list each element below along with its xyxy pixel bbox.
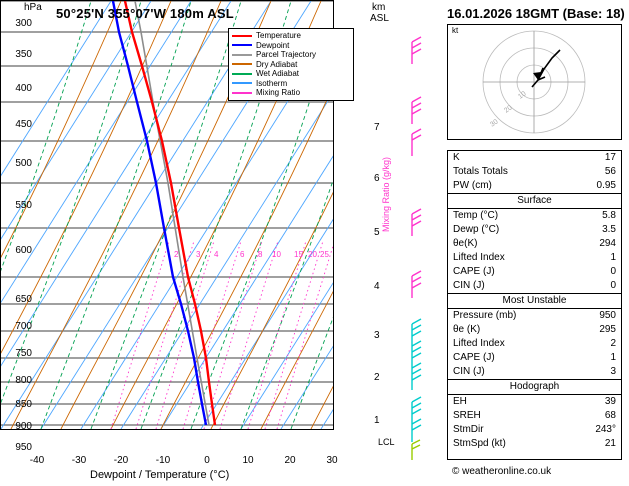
unstable-value-cape: 1 [610, 352, 616, 363]
surface-key-lifted-index: Lifted Index [453, 252, 505, 263]
legend-label-temperature: Temperature [256, 31, 301, 41]
unstable-row-pressure [448, 309, 621, 323]
surface-row-cin [448, 279, 621, 293]
wind-barbs-upper [412, 37, 421, 298]
surface-row-dewp [448, 223, 621, 237]
height-unit-label: km [372, 2, 386, 13]
index-value-pw: 0.95 [596, 180, 616, 191]
legend-label-isotherm: Isotherm [256, 78, 288, 88]
legend-item-temperature [232, 31, 350, 41]
legend-item-parcel-trajectory [232, 50, 350, 60]
page-title: 50°25'N 355°07'W 180m ASL [56, 6, 234, 21]
pressure-tick-300: 300 [15, 18, 32, 29]
legend-swatch-isotherm [232, 82, 252, 84]
section-title-surface: Surface [448, 193, 621, 209]
x-axis-title: Dewpoint / Temperature (°C) [90, 469, 230, 481]
km-tick-6: 6 [374, 173, 380, 184]
height-asl-label: ASL [370, 13, 389, 24]
legend-swatch-wet-adiabat [232, 73, 252, 75]
mixing-ratio-tick-3: 3 [196, 250, 201, 259]
surface-row-temp [448, 209, 621, 223]
hodograph-value-stmdir: 243° [595, 424, 616, 435]
pressure-tick-700: 700 [15, 321, 32, 332]
legend-label-dewpoint: Dewpoint [256, 40, 290, 50]
wind-barb-column [398, 24, 438, 464]
pressure-tick-600: 600 [15, 245, 32, 256]
unstable-key-lifted-index: Lifted Index [453, 338, 505, 349]
hodograph-key-sreh: SREH [453, 410, 481, 421]
surface-value-cape: 0 [610, 266, 616, 277]
surface-key-dewp: Dewp (°C) [453, 224, 500, 235]
surface-row-lifted-index [448, 251, 621, 265]
surface-key-theta-e: θe(K) [453, 238, 478, 249]
temp-tick-20: 20 [284, 455, 296, 466]
unstable-row-cape [448, 351, 621, 365]
hodograph-value-stmspd: 21 [604, 438, 616, 449]
mixing-ratio-tick-15: 15 [294, 250, 303, 259]
surface-row-theta-e [448, 237, 621, 251]
index-key-totals-totals: Totals Totals [453, 166, 508, 177]
wind-barb-surface [412, 440, 420, 460]
surface-value-temp: 5.8 [602, 210, 616, 221]
temp-tick-minus30: -30 [71, 455, 87, 466]
copyright-notice: © weatheronline.co.uk [452, 466, 552, 477]
mixing-ratio-tick-8: 8 [258, 250, 263, 259]
mixing-ratio-tick-20: 20 [308, 250, 317, 259]
wind-barbs-lower [412, 319, 421, 442]
temp-tick-30: 30 [326, 455, 338, 466]
unstable-value-cin: 3 [610, 366, 616, 377]
unstable-key-cape: CAPE (J) [453, 352, 495, 363]
run-datetime-title: 16.01.2026 18GMT (Base: 18) [447, 6, 625, 21]
hodograph-ring-label-20: 20 [503, 104, 514, 115]
hodograph-value-eh: 39 [604, 396, 616, 407]
legend-item-wet-adiabat [232, 69, 350, 79]
index-row-k [448, 151, 621, 165]
hodograph[interactable] [447, 24, 622, 140]
km-tick-7: 7 [374, 122, 380, 133]
legend-swatch-temperature [232, 35, 252, 37]
hodograph-row-stmdir [448, 423, 621, 437]
sounding-indices-panel [447, 150, 622, 460]
hodograph-axes [483, 31, 585, 133]
pressure-tick-500: 500 [15, 158, 32, 169]
temp-tick-minus20: -20 [113, 455, 129, 466]
pressure-tick-750: 750 [15, 348, 32, 359]
index-key-k: K [453, 152, 460, 163]
unstable-value-lifted-index: 2 [610, 338, 616, 349]
legend-label-dry-adiabat: Dry Adiabat [256, 59, 298, 69]
unstable-row-cin [448, 365, 621, 379]
section-title-most-unstable: Most Unstable [448, 293, 621, 309]
km-tick-4: 4 [374, 281, 380, 292]
unstable-key-cin: CIN (J) [453, 366, 485, 377]
index-value-k: 17 [604, 152, 616, 163]
pressure-tick-950: 950 [15, 442, 32, 453]
index-key-pw: PW (cm) [453, 180, 492, 191]
mixing-ratio-tick-4: 4 [214, 250, 219, 259]
unstable-key-pressure: Pressure (mb) [453, 310, 517, 321]
unstable-key-theta-e: θe (K) [453, 324, 481, 335]
index-row-totals-totals [448, 165, 621, 179]
legend-item-isotherm [232, 79, 350, 89]
lcl-label: LCL [378, 437, 395, 447]
hodograph-ring-label-10: 10 [517, 90, 528, 101]
temp-tick-0: 0 [204, 455, 210, 466]
surface-value-cin: 0 [610, 280, 616, 291]
legend-item-dry-adiabat [232, 60, 350, 70]
surface-value-theta-e: 294 [599, 238, 616, 249]
pressure-tick-550: 550 [15, 200, 32, 211]
legend-item-dewpoint [232, 41, 350, 51]
mixing-ratio-tick-2: 2 [174, 250, 179, 259]
surface-value-dewp: 3.5 [602, 224, 616, 235]
hodograph-key-stmdir: StmDir [453, 424, 484, 435]
surface-value-lifted-index: 1 [610, 252, 616, 263]
hodograph-value-sreh: 68 [604, 410, 616, 421]
index-row-pw [448, 179, 621, 193]
hodograph-row-stmspd [448, 437, 621, 451]
mixing-ratio-tick-10: 10 [272, 250, 281, 259]
hodograph-row-eh [448, 395, 621, 409]
surface-row-cape [448, 265, 621, 279]
pressure-tick-350: 350 [15, 49, 32, 60]
pressure-tick-650: 650 [15, 294, 32, 305]
pressure-unit-label: hPa [24, 2, 42, 13]
hodograph-ring-labels [489, 90, 527, 128]
pressure-tick-400: 400 [15, 83, 32, 94]
temp-tick-minus40: -40 [29, 455, 45, 466]
temp-tick-10: 10 [242, 455, 254, 466]
km-tick-2: 2 [374, 372, 380, 383]
pressure-tick-450: 450 [15, 119, 32, 130]
pressure-tick-850: 850 [15, 399, 32, 410]
hodograph-ring-label-30: 30 [489, 118, 500, 129]
legend [228, 28, 354, 101]
section-title-hodograph: Hodograph [448, 379, 621, 395]
km-tick-5: 5 [374, 227, 380, 238]
legend-label-wet-adiabat: Wet Adiabat [256, 69, 299, 79]
hodograph-unit-label: kt [452, 26, 459, 35]
index-value-totals-totals: 56 [604, 166, 616, 177]
km-tick-1: 1 [374, 415, 380, 426]
pressure-tick-800: 800 [15, 375, 32, 386]
surface-key-cape: CAPE (J) [453, 266, 495, 277]
legend-label-mixing-ratio: Mixing Ratio [256, 88, 301, 98]
temp-tick-minus10: -10 [155, 455, 171, 466]
hodograph-key-stmspd: StmSpd (kt) [453, 438, 506, 449]
legend-label-parcel-trajectory: Parcel Trajectory [256, 50, 317, 60]
mixing-ratio-tick-25: 25 [320, 250, 329, 259]
hodograph-row-sreh [448, 409, 621, 423]
unstable-value-pressure: 950 [599, 310, 616, 321]
surface-key-temp: Temp (°C) [453, 210, 499, 221]
mixing-ratio-tick-6: 6 [240, 250, 245, 259]
surface-key-cin: CIN (J) [453, 280, 485, 291]
unstable-row-theta-e [448, 323, 621, 337]
temperature-line [125, 1, 215, 425]
pressure-tick-900: 900 [15, 421, 32, 432]
mixing-ratio-axis-label: Mixing Ratio (g/kg) [381, 156, 391, 232]
legend-swatch-mixing-ratio [232, 92, 252, 94]
legend-swatch-dewpoint [232, 44, 252, 46]
km-tick-3: 3 [374, 330, 380, 341]
hodograph-key-eh: EH [453, 396, 467, 407]
legend-swatch-parcel-trajectory [232, 54, 252, 56]
dewpoint-line [113, 1, 206, 425]
unstable-row-lifted-index [448, 337, 621, 351]
legend-swatch-dry-adiabat [232, 63, 252, 65]
unstable-value-theta-e: 295 [599, 324, 616, 335]
legend-item-mixing-ratio [232, 88, 350, 98]
hodograph-canvas [448, 25, 621, 139]
